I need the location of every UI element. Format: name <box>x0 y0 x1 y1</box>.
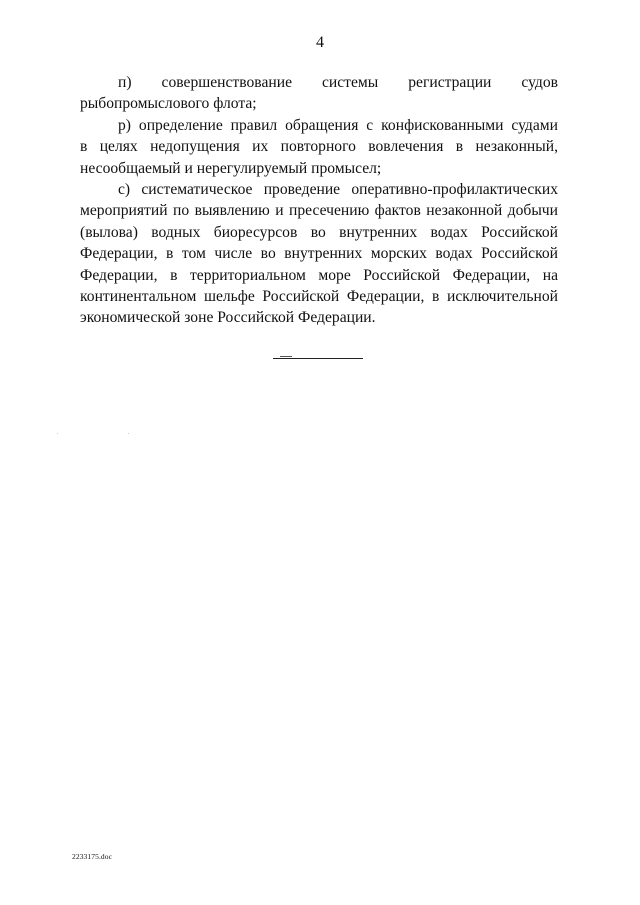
document-body <box>80 72 558 329</box>
scan-speck <box>57 433 58 434</box>
list-item-r-continuation: в целях недопущения их повторного вовлечения в незаконный, несообщаемый и нерегулируемый промысел; <box>80 138 558 177</box>
list-item-s-continuation: мероприятий по выявлению и пресечению фактов незаконной добычи (вылова) водных биоресурсов во внутренних водах Российской Федерации, в том числе во внутренних морских водах Российской Федерации, в территориальном море Российской Федерации, на континентальном шельфе Российской Федерации, в исключительной экономической зоне Российской Федерации. <box>80 202 558 327</box>
document-file-name: 2233175.doc <box>72 852 113 861</box>
list-item-s-first-line: с) систематическое проведение оперативно-профилактических <box>118 181 558 199</box>
scan-speck <box>128 433 129 434</box>
list-item-r-first-line: р) определение правил обращения с конфискованными судами <box>118 116 558 134</box>
list-item-p-continuation: рыбопромыслового флота; <box>80 95 257 113</box>
end-of-document-separator <box>273 358 363 359</box>
page-number: 4 <box>316 34 324 51</box>
list-item-p-first-line: п) совершенствование системы регистрации судов <box>118 74 558 91</box>
separator-mark <box>280 356 292 357</box>
